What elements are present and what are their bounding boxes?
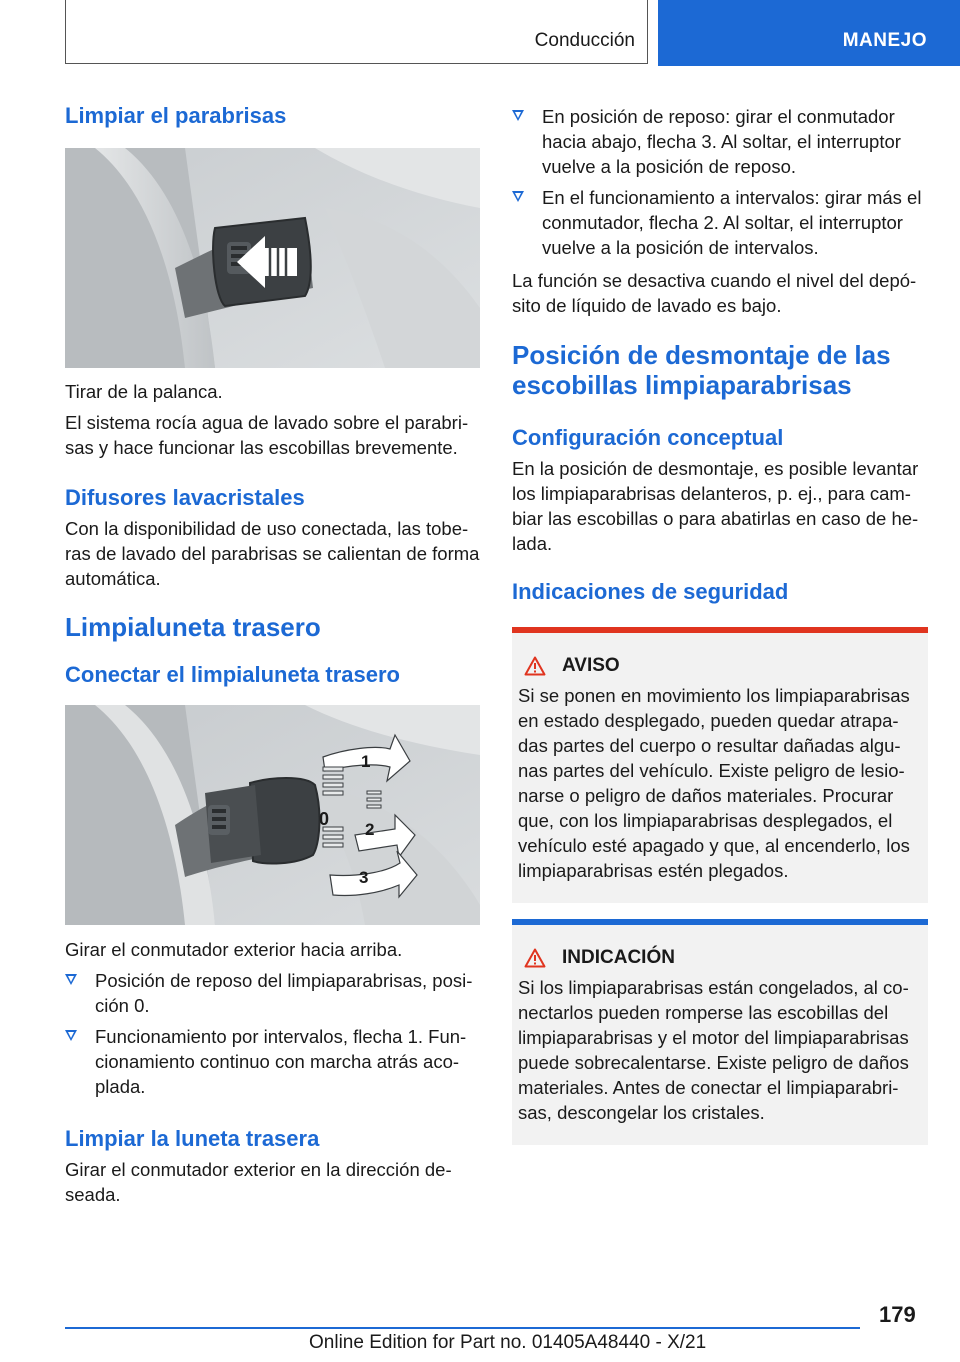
list-item-text: En el funcionamiento a intervalos: girar más el conmutador, flecha 2. Al soltar, el interruptor vuelve a la posición de intervalos. [542,187,922,258]
text-concept: En la posición de desmontaje, es posible levantar los limpiaparabrisas delanteros, p. ej., para cam-biar las escobillas o para abatirlas en caso de he-lada. [512,458,919,554]
list-item-text: Posición de reposo del limpiaparabrisas, posi-ción 0. [95,970,473,1016]
text-spray-description: El sistema rocía agua de lavado sobre el parabri-sas y hace funcionar las escobillas brevemente. [65,412,469,458]
heading-dismount-position: Posición de desmontaje de las escobillas limpiaparabrisas [512,340,891,400]
page-number: 179 [879,1302,916,1327]
warning-box [512,627,928,903]
header-section-title: Conducción [534,30,635,51]
heading-safety-notes: Indicaciones de seguridad [512,579,789,604]
footer-edition: Online Edition for Part no. 01405A48440 - X/21 [309,1332,707,1353]
header-chapter-tab [658,0,960,66]
right-column [512,100,928,606]
text-turn-switch: Girar el conmutador exterior hacia arriba. [65,939,403,960]
left-column [65,100,480,1207]
list-item-interval-further [512,185,928,260]
warning-text: Si se ponen en movimiento los limpiaparabrisas en estado desplegado, pueden quedar atrapa-das partes del cuerpo o resultar dañadas algu-nas partes del vehículo. Existe peligro de lesio-narse o peligro de daños materiales. Procurar que, con los limpiaparabrisas desplegados, el vehículo esté apagado y que, al encenderlo, los limpiaparabrisas estén plegados. [518,685,910,881]
warning-triangle-icon [524,656,546,676]
bullet-triangle-icon [512,110,524,121]
warning-header [512,633,928,677]
list-item-text: Funcionamiento por intervalos, flecha 1. Fun-cionamiento continuo con marcha atrás aco-plada. [95,1026,467,1097]
list-item-text: En posición de reposo: girar el conmutador hacia abajo, flecha 3. Al soltar, el interruptor vuelve a la posición de reposo. [542,106,901,177]
heading-wipe-windshield: Limpiar el parabrisas [65,103,287,128]
text-clean-rear-window: Girar el conmutador exterior en la dirección de-seada. [65,1159,452,1205]
figure-rear-wiper-switch-illustration [65,705,480,925]
notice-header [512,925,928,969]
text-washer-nozzles: Con la disponibilidad de uso conectada, las tobe-ras de lavado del parabrisas se calientan de forma automática. [65,518,480,589]
heading-rear-wiper: Limpialuneta trasero [65,612,321,642]
list-item-rest-position [65,968,480,1018]
text-pull-lever: Tirar de la palanca. [65,381,223,402]
notice-triangle-icon [524,948,546,968]
list-item-rest-down [512,104,928,179]
header-chapter-label: MANEJO [842,30,927,51]
fig2-label-0: 0 [319,809,330,829]
figure-wiper-lever-pull [65,148,480,368]
bullet-triangle-icon [65,1030,77,1041]
figure-wiper-lever-pull-illustration [65,148,480,368]
heading-concept: Configuración conceptual [512,425,784,450]
heading-connect-rear-wiper: Conectar el limpialuneta trasero [65,662,400,687]
list-item-interval-mode [65,1024,480,1099]
fig2-label-3: 3 [359,868,369,887]
notice-box [512,919,928,1145]
notice-title: INDICACIÓN [562,947,675,968]
text-deactivation: La función se desactiva cuando el nivel del depó-sito de líquido de lavado es bajo. [512,270,917,316]
bullet-triangle-icon [65,974,77,985]
notice-text: Si los limpiaparabrisas están congelados, al co-nectarlos pueden romperse las escobillas del limpiaparabrisas y el motor del limpiaparabrisas puede sobrecalentarse. Existe peligro de daños materiales. Antes de conectar el limpiaparabri-sas, descongelar los cristales. [518,977,909,1123]
heading-washer-nozzles: Difusores lavacristales [65,485,305,510]
heading-clean-rear-window: Limpiar la luneta trasera [65,1126,320,1151]
footer-divider [65,1327,860,1329]
fig2-label-2: 2 [365,820,375,839]
fig2-label-1: 1 [361,752,371,771]
bullet-triangle-icon [512,191,524,202]
warning-title: AVISO [562,655,620,676]
figure-rear-wiper-switch [65,705,480,925]
header-section-box [65,0,648,64]
